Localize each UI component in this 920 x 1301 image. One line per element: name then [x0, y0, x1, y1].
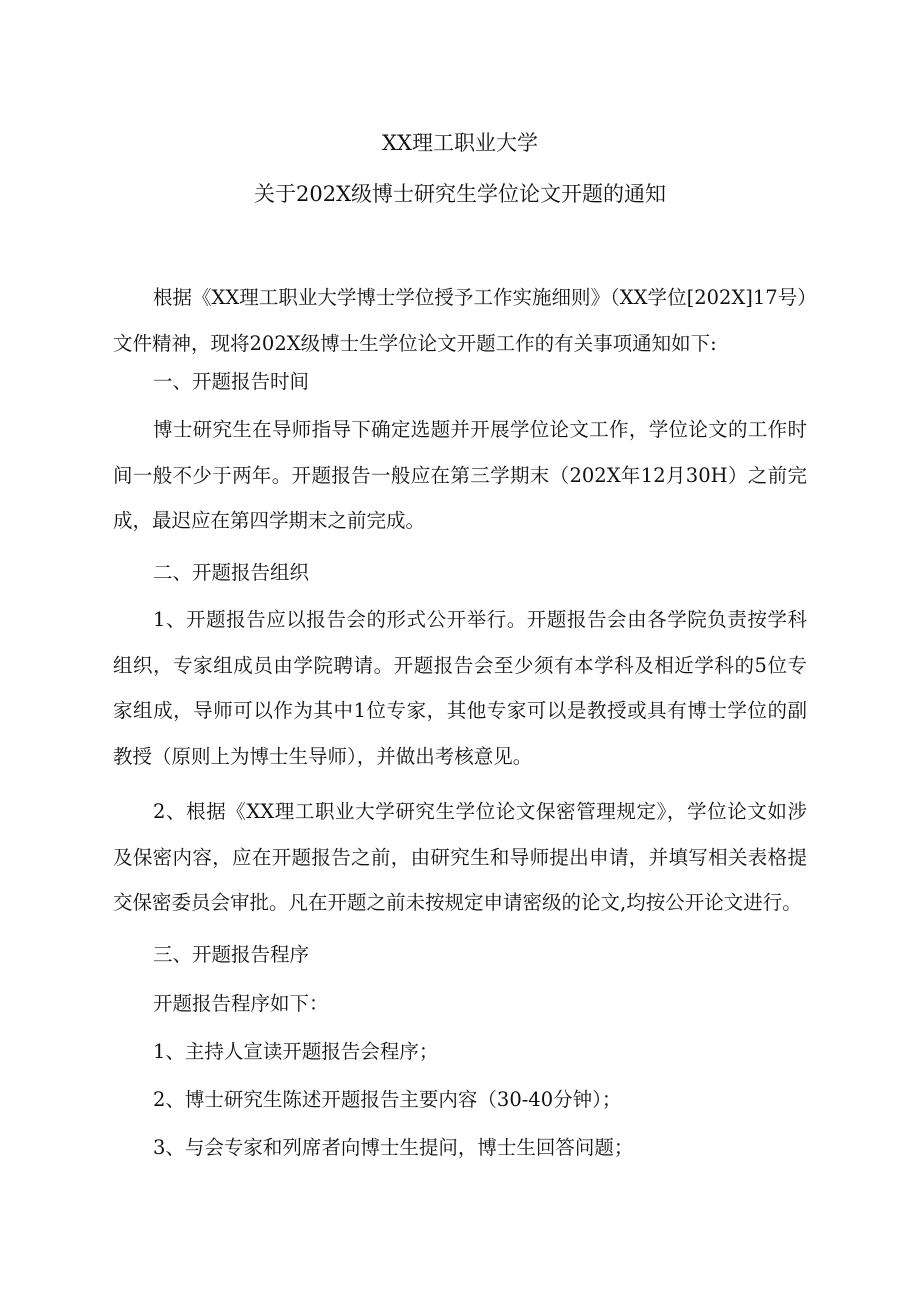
- organization-paragraph-2: 2、根据《XX理工职业大学研究生学位论文保密管理规定》，学位论文如涉及保密内容，应在开题报告之前，由研究生和导师提出申请，并填写相关表格提交保密委员会审批。凡在开题之前未按规定申请密级的论文,均按公开论文进行。: [113, 800, 807, 914]
- procedure-intro: 开题报告程序如下：: [153, 992, 329, 1015]
- section-heading-time: 一、开题报告时间: [153, 370, 310, 393]
- organization-paragraph-1: 1、开题报告应以报告会的形式公开举行。开题报告会由各学院负责按学科组织，专家组成员由学院聘请。开题报告会至少须有本学科及相近学科的5位专家组成，导师可以作为其中1位专家，其他专家可以是教授或具有博士学位的副教授（原则上为博士生导师），并做出考核意见。: [113, 608, 807, 768]
- procedure-item-1: 1、主持人宣读开题报告会程序；: [153, 1040, 439, 1063]
- section-heading-organization: 二、开题报告组织: [153, 561, 310, 584]
- notice-title: 关于202X级博士研究生学位论文开题的通知: [253, 182, 667, 206]
- procedure-item-2: 2、博士研究生陈述开题报告主要内容（30-40分钟）；: [153, 1088, 622, 1111]
- intro-paragraph: 根据《XX理工职业大学博士学位授予工作实施细则》（XX学位[202X]17号）文件精神，现将202X级博士生学位论文开题工作的有关事项通知如下:: [113, 286, 807, 355]
- section-heading-procedure: 三、开题报告程序: [153, 943, 310, 966]
- time-paragraph: 博士研究生在导师指导下确定选题并开展学位论文工作，学位论文的工作时间一般不少于两年。开题报告一般应在第三学期末（202X年12月30H）之前完成，最迟应在第四学期末之前完成。: [113, 418, 807, 532]
- procedure-item-3: 3、与会专家和列席者向博士生提问，博士生回答问题；: [153, 1136, 634, 1159]
- institution-title: XX理工职业大学: [382, 131, 538, 155]
